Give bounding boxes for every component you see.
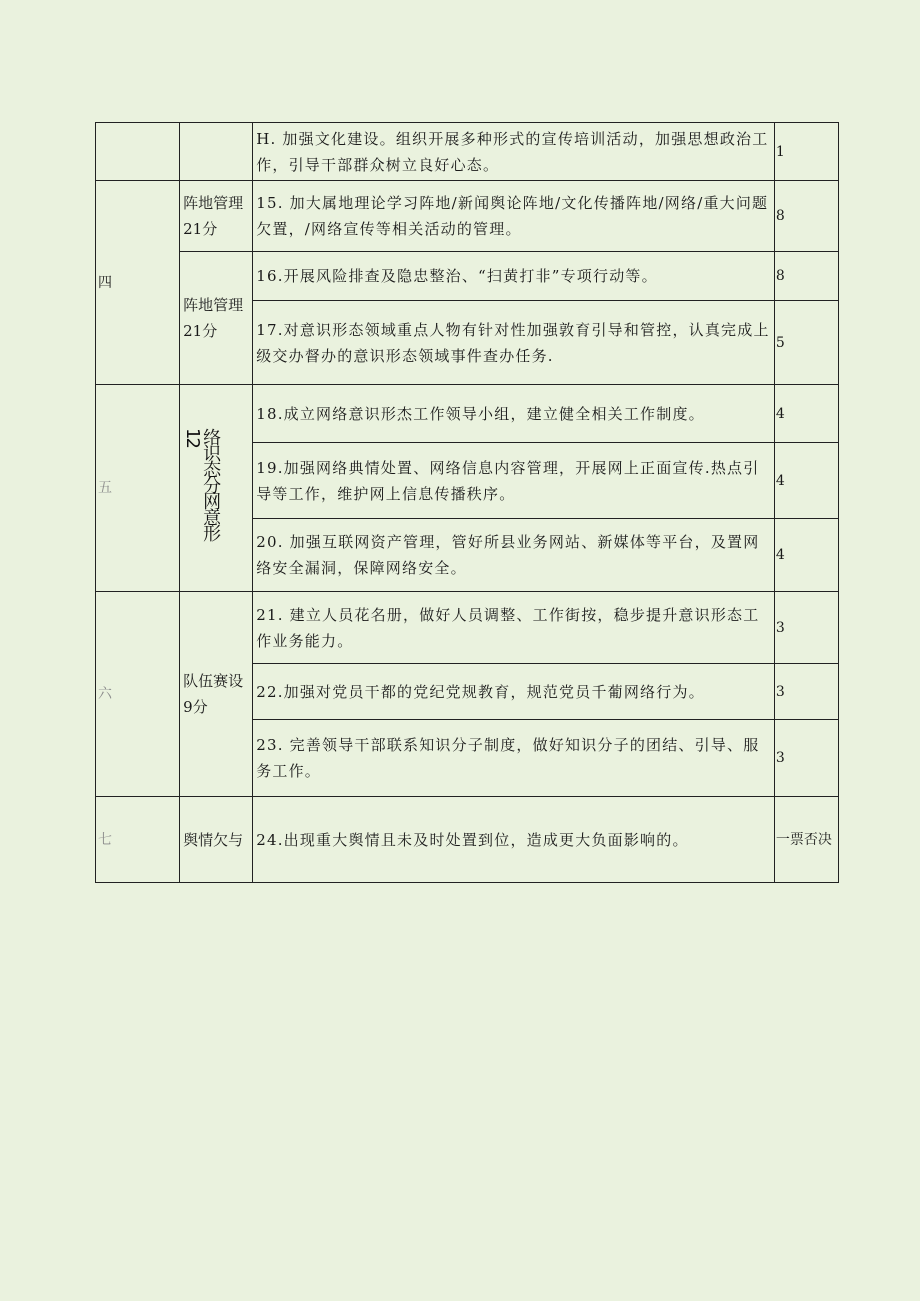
- category-cell: 舆情欠与: [180, 797, 253, 883]
- item-description: 19.加强网络典情处置、网络信息内容管理，开展网上正面宣传.热点引导等工作，维护网上信息传播秩序。: [253, 443, 775, 519]
- score-value: 3: [774, 664, 838, 720]
- score-value: 一票否决: [774, 797, 838, 883]
- row-number: 七: [96, 797, 180, 883]
- assessment-table: [95, 122, 839, 883]
- item-description: 15. 加大属地理论学习阵地/新闻舆论阵地/文化传播阵地/网络/重大问题欠置，/网络宣传等相关活动的管理。: [253, 181, 775, 252]
- row-number: 五: [96, 385, 180, 592]
- item-description: 20. 加强互联网资产管理，管好所县业务网站、新媒体等平台，及置网络安全漏洞，保障网络安全。: [253, 519, 775, 592]
- score-value: 3: [774, 720, 838, 797]
- table-row: [96, 181, 839, 252]
- item-description: H. 加强文化建设。组织开展多种形式的宣传培训活动，加强思想政治工作，引导干部群众树立良好心态。: [253, 123, 775, 181]
- item-description: 24.出现重大舆情且未及时处置到位，造成更大负面影响的。: [253, 797, 775, 883]
- score-value: 4: [774, 519, 838, 592]
- score-value: 8: [774, 252, 838, 301]
- table-row: [96, 592, 839, 664]
- score-value: 1: [774, 123, 838, 181]
- category-cell: 队伍赛设9分: [180, 592, 253, 797]
- row-number: [96, 123, 180, 181]
- row-number: 六: [96, 592, 180, 797]
- table-row: [96, 385, 839, 443]
- score-value: 4: [774, 443, 838, 519]
- item-description: 18.成立网络意识形杰工作领导小组，建立健全相关工作制度。: [253, 385, 775, 443]
- score-value: 3: [774, 592, 838, 664]
- row-number: 四: [96, 181, 180, 385]
- category-cell: [180, 123, 253, 181]
- item-description: 23. 完善领导干部联系知识分子制度，做好知识分子的团结、引导、服务工作。: [253, 720, 775, 797]
- category-cell: 阵地管理21分: [180, 252, 253, 385]
- score-value: 8: [774, 181, 838, 252]
- category-vertical-label: 络识态分网意形12: [182, 428, 222, 540]
- score-value: 5: [774, 301, 838, 385]
- item-description: 21. 建立人员花名册，做好人员调整、工作街按，稳步提升意识形态工作业务能力。: [253, 592, 775, 664]
- table-row: [96, 252, 839, 301]
- table-row: [96, 797, 839, 883]
- table-row: [96, 123, 839, 181]
- item-description: 16.开展风险排查及隐忠整治、“扫黄打非”专项行动等。: [253, 252, 775, 301]
- item-description: 17.对意识形态领域重点人物有针对性加强敦育引导和管控，认真完成上级交办督办的意识形态领域事件查办任务.: [253, 301, 775, 385]
- item-description: 22.加强对党员干都的党纪党规教育，规范党员千葡网络行为。: [253, 664, 775, 720]
- category-cell: [180, 385, 253, 592]
- category-cell: 阵地管理21分: [180, 181, 253, 252]
- score-value: 4: [774, 385, 838, 443]
